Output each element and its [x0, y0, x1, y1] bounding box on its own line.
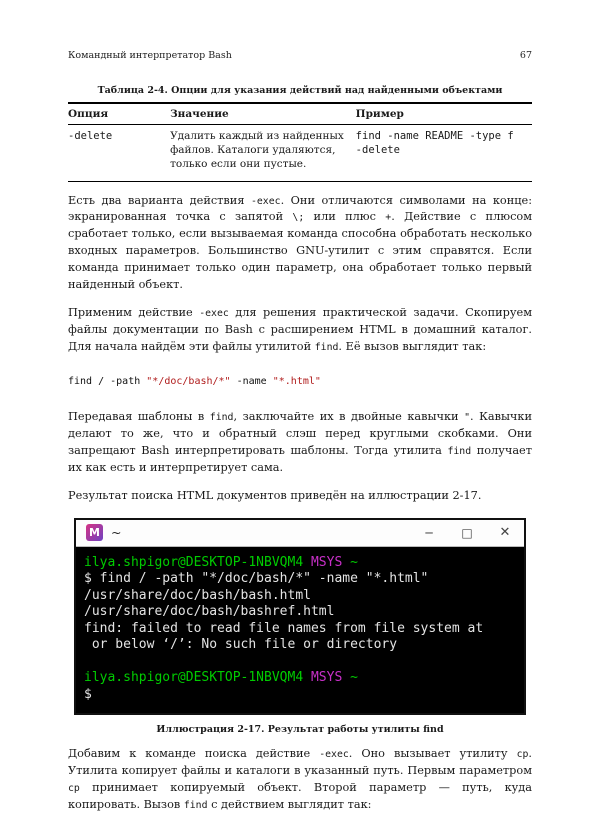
table-caption: Таблица 2-4. Опции для указания действий над найденными объектами: [97, 85, 503, 96]
terminal-line-output-1: /usr/share/doc/bash/bash.html: [84, 587, 311, 603]
window-controls: [410, 520, 524, 546]
figure-caption: Иллюстрация 2-17. Результат работы утилиты find: [156, 724, 444, 736]
paragraph-cp-action: Добавим к команде поиска действие -exec. Оно вызывает утилиту cp. Утилита копирует файлы и каталоги в указанный путь. Первым параметром cp принимает копируемый объект. Второй параметр — путь, куда копировать. Вызов find с действием выглядит так:: [68, 747, 533, 811]
page-number: 67: [519, 50, 532, 61]
terminal-output: [76, 547, 524, 714]
mintty-app-icon: M: [86, 524, 103, 541]
minimize-icon[interactable]: ─: [425, 525, 433, 540]
close-icon[interactable]: ✕: [499, 525, 511, 541]
column-header-meaning: Значение: [170, 103, 356, 125]
option-cell: -delete: [68, 125, 170, 182]
column-header-example: Пример: [356, 103, 532, 125]
terminal-window: [74, 518, 526, 716]
terminal-line-prompt-1: ilya.shpigor@DESKTOP-1NBVQM4 MSYS ~: [84, 554, 358, 570]
terminal-titlebar: [76, 520, 524, 547]
terminal-line-error-2: or below ‘/’: No such file or directory: [84, 637, 398, 653]
table-row: [68, 125, 532, 182]
column-header-option: Опция: [68, 103, 170, 125]
terminal-line-prompt-2: ilya.shpigor@DESKTOP-1NBVQM4 MSYS ~: [84, 670, 358, 686]
paragraph-exec-variants: Есть два варианта действия -exec. Они отличаются символами на конце: экранированная точка с запятой \; или плюс +. Действие с плюсом сработает только, если вызываемая команда способна обработать несколько входных параметров. Большинство GNU-утилит с этим справятся. Если команда принимает только один параметр, она обработает только первый найденный объект.: [68, 193, 532, 292]
code-block-find-command: find / -path "*/doc/bash/*" -name "*.html": [68, 375, 321, 387]
example-cell: find -name README -type f -delete: [356, 125, 532, 182]
terminal-line-blank: [84, 654, 516, 671]
terminal-line-cursor: $: [84, 686, 92, 702]
paragraph-quotes: Передавая шаблоны в find, заключайте их в двойные кавычки ". Кавычки делают то же, что и обратный слэш перед круглыми скобками. Они запрещают Bash интерпретировать шаблоны. Тогда утилита find получает их как есть и интерпретирует сама.: [68, 409, 532, 474]
meaning-cell: Удалить каждый из найденных файлов. Каталоги удаляются, только если они пустые.: [170, 125, 356, 182]
maximize-icon[interactable]: □: [461, 525, 473, 540]
table-header-row: [68, 103, 532, 125]
paragraph-result-reference: Результат поиска HTML документов приведён на иллюстрации 2-17.: [68, 488, 482, 502]
terminal-line-command: $ find / -path "*/doc/bash/*" -name "*.html": [84, 571, 429, 587]
options-table: [68, 102, 532, 182]
terminal-line-error-1: find: failed to read file names from file system at: [84, 620, 484, 636]
terminal-line-output-2: /usr/share/doc/bash/bashref.html: [84, 604, 335, 620]
paragraph-practical-task: Применим действие -exec для решения практической задачи. Скопируем файлы документации по Bash с расширением HTML в домашний каталог. Для начала найдём эти файлы утилитой find. Её вызов выглядит так:: [68, 306, 532, 354]
running-head: [68, 50, 532, 61]
running-head-title: Командный интерпретатор Bash: [68, 50, 232, 61]
terminal-window-title: ~: [111, 525, 122, 541]
figure-terminal-screenshot: [68, 518, 532, 736]
